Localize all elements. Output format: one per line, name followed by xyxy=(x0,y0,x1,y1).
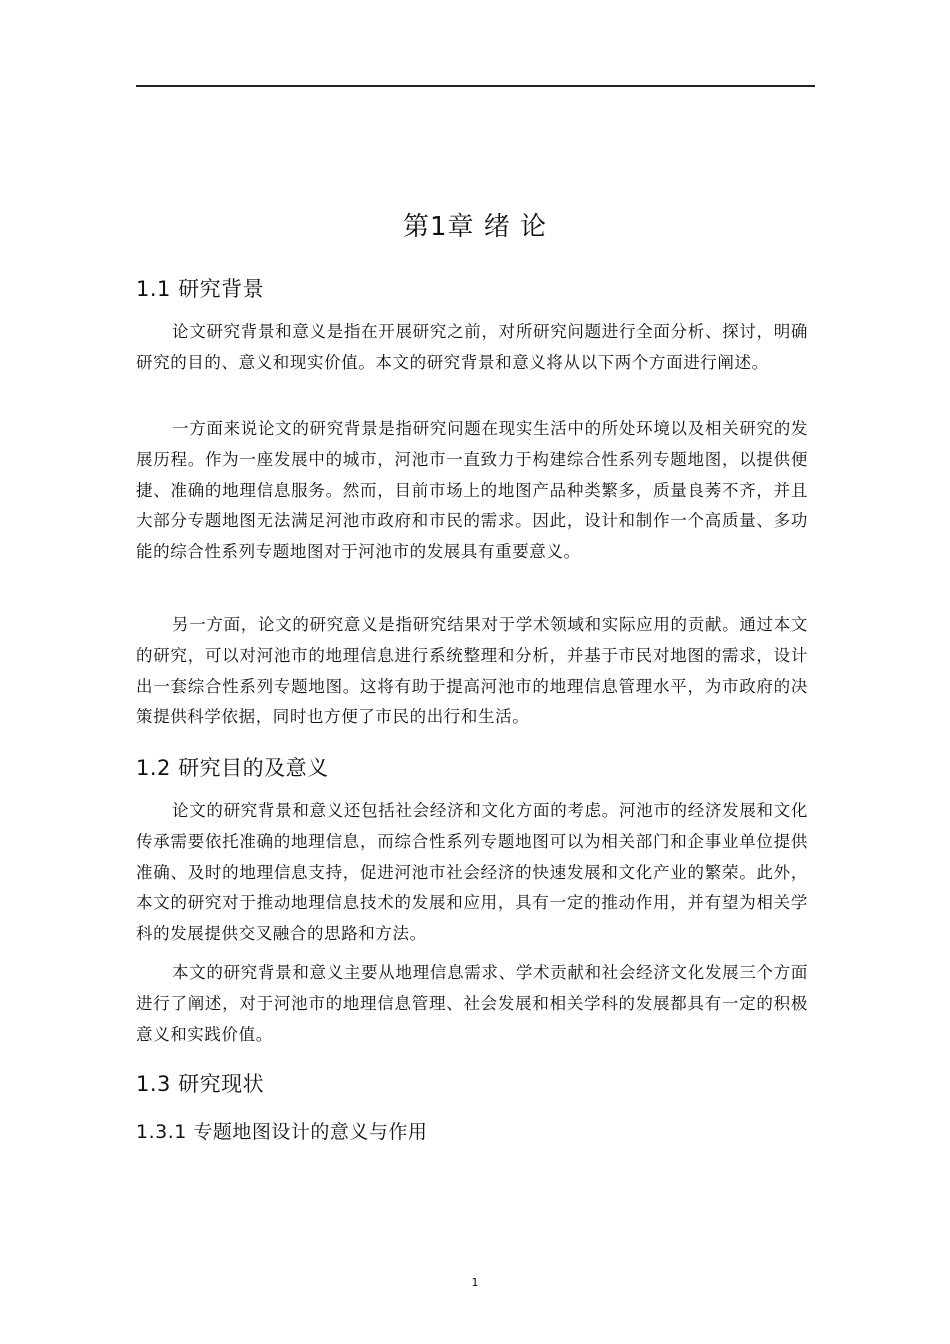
header-rule xyxy=(136,85,815,87)
chapter-title: 第1章 绪 论 xyxy=(402,212,548,242)
section-heading-1-2: 1.2 研究目的及意义 xyxy=(136,756,329,780)
paragraph: 另一方面，论文的研究意义是指研究结果对于学术领域和实际应用的贡献。通过本文的研究，可以对河池市的地理信息进行系统整理和分析，并基于市民对地图的需求，设计出一套综合性系列专题地图。这将有助于提高河池市的地理信息管理水平，为市政府的决策提供科学依据，同时也方便了市民的出行和生活。 xyxy=(136,615,808,727)
paragraph: 论文研究背景和意义是指在开展研究之前，对所研究问题进行全面分析、探讨，明确研究的目的、意义和现实价值。本文的研究背景和意义将从以下两个方面进行阐述。 xyxy=(136,322,808,372)
subsection-heading-1-3-1: 1.3.1 专题地图设计的意义与作用 xyxy=(136,1121,428,1143)
section-heading-1-1: 1.1 研究背景 xyxy=(136,277,265,301)
paragraph: 一方面来说论文的研究背景是指研究问题在现实生活中的所处环境以及相关研究的发展历程。作为一座发展中的城市，河池市一直致力于构建综合性系列专题地图，以提供便捷、准确的地理信息服务。然而，目前市场上的地图产品种类繁多，质量良莠不齐，并且大部分专题地图无法满足河池市政府和市民的需求。因此，设计和制作一个高质量、多功能的综合性系列专题地图对于河池市的发展具有重要意义。 xyxy=(136,419,808,562)
page-number: 1 xyxy=(471,1276,479,1289)
paragraph: 论文的研究背景和意义还包括社会经济和文化方面的考虑。河池市的经济发展和文化传承需要依托准确的地理信息，而综合性系列专题地图可以为相关部门和企事业单位提供准确、及时的地理信息支持，促进河池市社会经济的快速发展和文化产业的繁荣。此外，本文的研究对于推动地理信息技术的发展和应用，具有一定的推动作用，并有望为相关学科的发展提供交叉融合的思路和方法。 xyxy=(136,801,808,944)
paragraph: 本文的研究背景和意义主要从地理信息需求、学术贡献和社会经济文化发展三个方面进行了阐述，对于河池市的地理信息管理、社会发展和相关学科的发展都具有一定的积极意义和实践价值。 xyxy=(136,963,808,1044)
section-heading-1-3: 1.3 研究现状 xyxy=(136,1072,265,1096)
